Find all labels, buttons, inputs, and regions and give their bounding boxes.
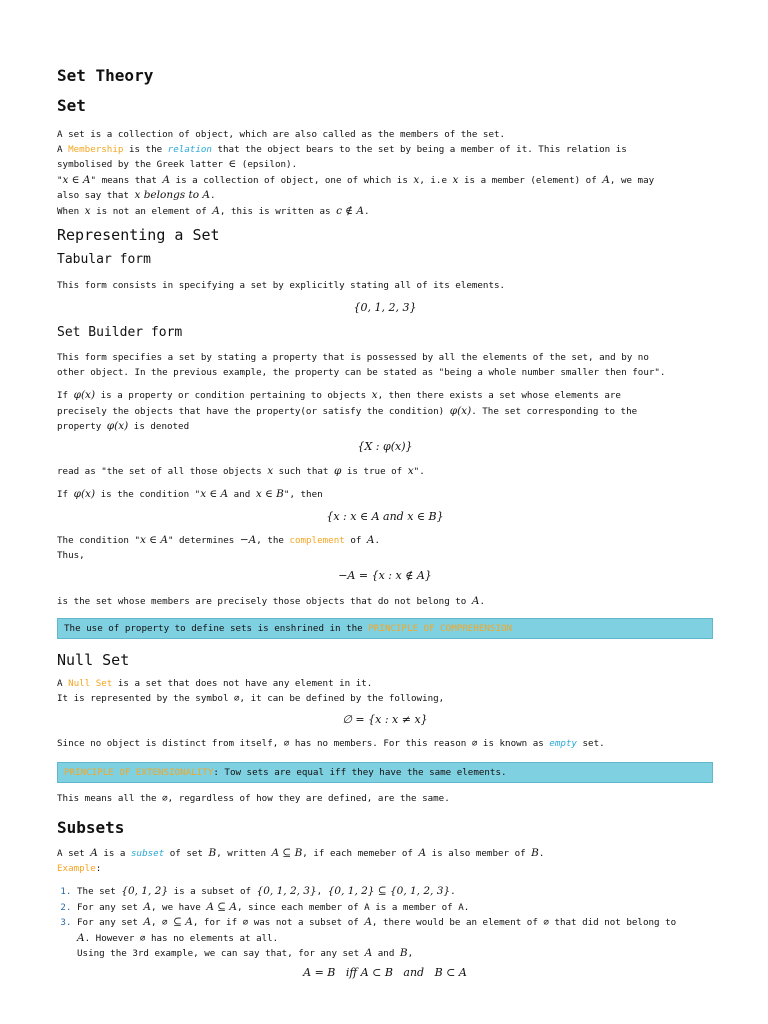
- builder-read-as: read as "the set of all those objects x such that φ is true of x".: [57, 465, 425, 477]
- text-line: A set is a collection of object, which are also called as the members of the set.: [57, 129, 506, 140]
- formula-empty-set: ∅ = {x : x ≠ x}: [342, 713, 428, 726]
- principle-of-extensionality-link[interactable]: PRINCIPLE OF EXTENSIONALITY: [64, 767, 214, 778]
- membership-link[interactable]: Membership: [68, 143, 124, 155]
- extensionality-note: PRINCIPLE OF EXTENSIONALITY: Tow sets are equal iff they have the same elements.: [57, 762, 713, 783]
- formula-x-phi: {X : φ(x)}: [357, 440, 413, 453]
- section-heading-subsets: Subsets: [57, 818, 125, 837]
- text-line: precisely the objects that have the property(or satisfy the condition) φ(x). The set corresponding to the: [57, 404, 638, 417]
- text-line: Thus,: [57, 549, 85, 561]
- formula-complement: −A = {x : x ∉ A}: [338, 569, 432, 582]
- builder-paragraph-2: [57, 388, 713, 435]
- empty-link[interactable]: empty: [549, 738, 577, 749]
- subsection-heading-tabular: Tabular form: [57, 252, 151, 267]
- subsection-heading-set-builder: Set Builder form: [57, 325, 183, 340]
- page-title: Set Theory: [57, 66, 154, 85]
- null-set-paragraph: [57, 677, 713, 706]
- text-line: When x is not an element of A, this is written as c ∉ A.: [57, 204, 370, 217]
- null-set-explanation: Since no object is distinct from itself, ∅ has no members. For this reason ∅ is known as empty set.: [57, 738, 605, 749]
- text-line: A Membership is the relation that the object bears to the set by being a member of it. This relation is: [57, 143, 627, 155]
- text-line: symbolised by the Greek latter ∈ (epsilon).: [57, 158, 298, 170]
- text-line: This form specifies a set by stating a property that is possessed by all the elements of the set, and by no: [57, 352, 649, 363]
- null-set-link[interactable]: Null Set: [68, 678, 113, 689]
- text-line: property φ(x) is denoted: [57, 420, 190, 432]
- list-item: 2. For any set A, we have A ⊆ A, since each member of A is a member of A.: [77, 900, 713, 916]
- tabular-text: This form consists in specifying a set by explicitly stating all of its elements.: [57, 280, 506, 291]
- section-heading-set: Set: [57, 96, 86, 115]
- section-heading-representing: Representing a Set: [57, 226, 220, 244]
- text-line: If φ(x) is a property or condition pertaining to objects x, then there exists a set whose elements are: [57, 389, 621, 401]
- builder-paragraph-1: [57, 351, 713, 380]
- set-paragraph: [57, 128, 713, 219]
- principle-of-comprehension-link[interactable]: PRINCIPLE OF COMPREHENSION: [368, 623, 513, 634]
- null-set-conclusion: This means all the ∅, regardless of how they are defined, are the same.: [57, 793, 450, 804]
- text-line: "x ∈ A" means that A is a collection of object, one of which is x, i.e x is a member (element) of A, we may: [57, 173, 655, 186]
- text-line: It is represented by the symbol ∅, it can be defined by the following,: [57, 692, 445, 704]
- builder-conclusion: is the set whose members are precisely those objects that do not belong to A.: [57, 595, 485, 607]
- text-line: also say that x belongs to A.: [57, 189, 216, 201]
- complement-link[interactable]: complement: [289, 535, 345, 546]
- formula-set-equality: A = B iff A ⊂ B and B ⊂ A: [303, 966, 467, 979]
- text-line: Example:: [57, 862, 102, 874]
- text-line: The condition "x ∈ A" determines −A, the complement of A.: [57, 534, 381, 546]
- example-link[interactable]: Example: [57, 862, 96, 874]
- subsets-examples-list: [57, 884, 713, 962]
- list-item: 1. The set {0, 1, 2} is a subset of {0, 1, 2, 3}, {0, 1, 2} ⊆ {0, 1, 2, 3}.: [77, 884, 713, 900]
- text-line: A Null Set is a set that does not have any element in it.: [57, 678, 373, 689]
- tabular-formula: {0, 1, 2, 3}: [353, 301, 417, 314]
- formula-intersection: {x : x ∈ A and x ∈ B}: [326, 510, 444, 523]
- text-line: A set A is a subset of set B, written A ⊆ B, if each memeber of A is also member of B.: [57, 847, 545, 859]
- text-line: other object. In the previous example, the property can be stated as "being a whole number smaller then four".: [57, 366, 666, 378]
- builder-condition: If φ(x) is the condition "x ∈ A and x ∈ B", then: [57, 488, 323, 500]
- builder-complement: [57, 533, 713, 563]
- section-heading-null-set: Null Set: [57, 651, 130, 669]
- list-item: 3. For any set A, ∅ ⊆ A, for if ∅ was not a subset of A, there would be an element of ∅ that did not belong to A. However ∅ has no elements at all. Using the 3rd example, we can say that, for any set A and B,: [77, 915, 713, 962]
- comprehension-note: The use of property to define sets is enshrined in the PRINCIPLE OF COMPREHENSION: [57, 618, 713, 639]
- subset-link[interactable]: subset: [131, 848, 165, 859]
- relation-link[interactable]: relation: [167, 143, 212, 155]
- subsets-definition: [57, 846, 713, 876]
